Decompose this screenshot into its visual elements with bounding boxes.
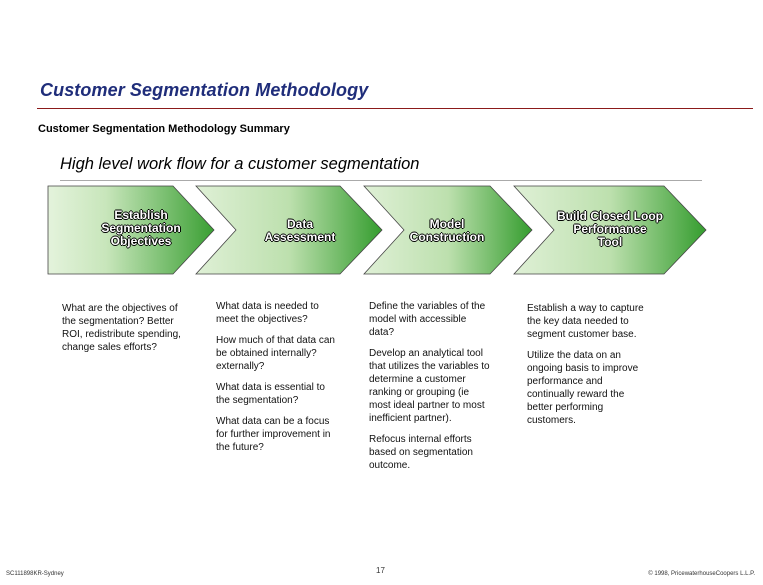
stage-2-description <box>216 300 338 462</box>
stage-2-paragraph: What data is needed to meet the objectives? <box>216 301 319 325</box>
stage-1-description <box>62 302 186 362</box>
stage-3-paragraph: Develop an analytical tool that utilizes the variables to determine a customer ranking or grouping (ie most ideal partner to most inefficient partner). <box>369 348 490 424</box>
stage-4-paragraph: Utilize the data on an ongoing basis to improve performance and continually reward the better performing customers. <box>527 350 639 426</box>
stage-1-paragraph: What are the objectives of the segmentation? Better ROI, redistribute spending, change sales efforts? <box>62 303 181 353</box>
page-title: Customer Segmentation Methodology <box>40 80 369 100</box>
stage-2-paragraph: How much of that data can be obtained internally? externally? <box>216 335 335 372</box>
section-heading: High level work flow for a customer segmentation <box>60 155 420 173</box>
stage-2-paragraph: What data is essential to the segmentation? <box>216 382 325 406</box>
stage-3-label: Model Construction <box>409 217 485 244</box>
page-number: 17 <box>376 566 385 575</box>
stage-2-paragraph: What data can be a focus for further improvement in the future? <box>216 416 331 453</box>
page-subtitle: Customer Segmentation Methodology Summary <box>38 123 290 135</box>
stage-4-label: Build Closed Loop Performance Tool <box>557 209 663 249</box>
stage-3-paragraph: Define the variables of the model with accessible data? <box>369 301 486 338</box>
stage-3-description <box>369 300 493 480</box>
footer-copyright: © 1998, PricewaterhouseCoopers L.L.P. <box>648 571 755 577</box>
stage-3-paragraph: Refocus internal efforts based on segmentation outcome. <box>369 434 473 471</box>
stage-1-label: Establish Segmentation Objectives <box>101 208 181 248</box>
stage-4-paragraph: Establish a way to capture the key data needed to segment customer base. <box>527 303 644 340</box>
stage-4-description <box>527 302 649 435</box>
stage-2-label: Data Assessment <box>264 217 336 244</box>
footer-document-code: SC111898KR-Sydney <box>6 571 64 577</box>
